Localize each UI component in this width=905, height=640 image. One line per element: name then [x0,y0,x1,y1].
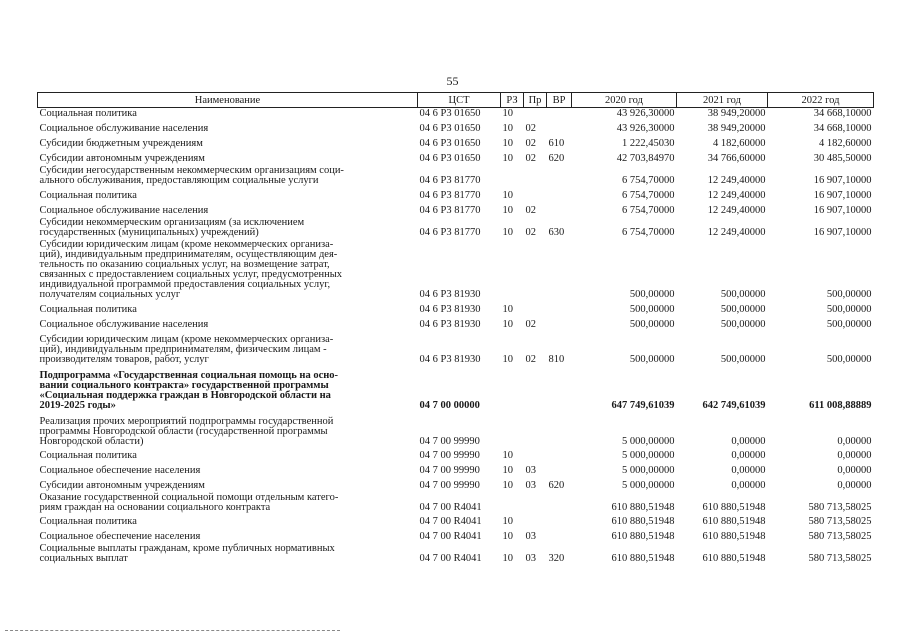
row-cst: 04 6 Р3 81930 [419,319,481,330]
table-row [38,164,874,186]
row-2020: 500,00000 [629,354,675,365]
table-row [38,186,874,201]
row-vr: 620 [548,480,565,491]
row-cst: 04 7 00 00000 [419,400,480,411]
row-cst: 04 6 Р3 01650 [419,123,481,134]
footer-rule [5,630,340,631]
row-pr: 02 [525,319,536,330]
row-2020: 42 703,84970 [616,153,675,164]
row-2020: 500,00000 [629,289,675,300]
row-2020: 5 000,00000 [622,480,675,491]
row-cst: 04 6 Р3 81930 [419,354,481,365]
row-2022: 34 668,10000 [813,123,872,134]
table-row [38,542,874,564]
row-vr: 810 [548,354,565,365]
row-2020: 1 222,45030 [622,138,675,149]
row-pr [524,186,547,201]
row-cst: 04 6 Р3 01650 [419,153,481,164]
col-header-vr: ВР [547,93,572,108]
row-cst: 04 7 00 99990 [419,480,480,491]
table-row [38,330,874,365]
row-rz: 10 [502,450,513,461]
row-vr [547,365,572,411]
row-rz: 10 [502,123,513,134]
row-name: Субсидии юридическим лицам (кроме некоммерческих организа- ций), индивидуальным предпринимателям, физическим лицам - производителям товаров, работ, услуг [39,334,334,365]
row-vr [547,411,572,447]
col-header-pr: Пр [524,93,547,108]
row-name: Субсидии бюджетным учреждениям [39,138,203,149]
row-pr [524,300,547,315]
row-rz [501,365,524,411]
row-pr [524,108,547,120]
row-2020: 5 000,00000 [622,436,675,447]
row-2022: 0,00000 [837,436,872,447]
row-vr [547,513,572,527]
row-2021: 642 749,61039 [702,400,766,411]
row-name: Субсидии некоммерческим организациям (за исключением государственных (муниципальных) учреждений) [39,217,305,238]
table-row [38,527,874,542]
row-2022: 580 713,58025 [808,553,872,564]
row-2020: 610 880,51948 [611,553,675,564]
row-cst: 04 6 Р3 81770 [419,205,481,216]
table-row [38,119,874,134]
row-pr: 03 [525,553,536,564]
row-2020: 43 926,30000 [616,108,675,119]
row-name: Социальная политика [39,190,137,201]
row-2022: 580 713,58025 [808,516,872,527]
row-2021: 500,00000 [720,304,766,315]
row-cst: 04 6 Р3 81770 [419,190,481,201]
row-rz: 10 [502,138,513,149]
row-2020: 6 754,70000 [622,190,675,201]
row-vr: 320 [548,553,565,564]
row-2022: 16 907,10000 [813,205,872,216]
row-vr: 610 [548,138,565,149]
page-number: 55 [446,74,459,88]
row-name: Социальное обслуживание населения [39,123,209,134]
row-cst: 04 7 00 99990 [419,450,480,461]
row-rz: 10 [502,480,513,491]
row-name: Социальное обеспечение населения [39,465,201,476]
row-rz: 10 [502,516,513,527]
row-rz: 10 [502,108,513,119]
row-rz [501,164,524,186]
table-row [38,238,874,300]
row-2021: 12 249,40000 [707,190,766,201]
row-2022: 500,00000 [826,319,872,330]
row-name: Социальное обслуживание населения [39,205,209,216]
row-cst: 04 6 Р3 01650 [419,138,481,149]
row-2021: 0,00000 [731,436,766,447]
row-2020: 43 926,30000 [616,123,675,134]
row-name: Оказание государственной социальной помощи отдельным катего- риям граждан на основании социального контракта [39,492,339,513]
row-2021: 500,00000 [720,289,766,300]
row-cst: 04 6 Р3 81770 [419,227,481,238]
row-name: Субсидии негосударственным некоммерческим организациям соци- ального обслуживания, предоставляющим социальные услуги [39,165,344,186]
row-vr: 630 [548,227,565,238]
row-rz: 10 [502,354,513,365]
row-2022: 0,00000 [837,465,872,476]
table-row [38,365,874,411]
row-2022: 34 668,10000 [813,108,872,119]
row-2021: 12 249,40000 [707,205,766,216]
row-cst: 04 7 00 99990 [419,465,480,476]
row-2022: 500,00000 [826,304,872,315]
row-cst: 04 7 00 R4041 [419,553,482,564]
row-cst: 04 6 Р3 81770 [419,175,481,186]
row-cst: 04 7 00 R4041 [419,502,482,513]
row-rz [501,491,524,513]
row-2020: 500,00000 [629,304,675,315]
row-pr: 02 [525,153,536,164]
row-vr: 620 [548,153,565,164]
row-vr [547,186,572,201]
row-rz: 10 [502,319,513,330]
row-2021: 0,00000 [731,450,766,461]
row-name: Социальная политика [39,304,137,315]
table-row [38,315,874,330]
budget-table [37,92,874,564]
row-vr [547,447,572,461]
row-2020: 500,00000 [629,319,675,330]
table-row [38,476,874,491]
row-pr [524,411,547,447]
table-row [38,201,874,216]
row-vr [547,108,572,120]
row-2020: 6 754,70000 [622,205,675,216]
row-2022: 580 713,58025 [808,502,872,513]
row-pr [524,238,547,300]
row-2021: 12 249,40000 [707,227,766,238]
row-2022: 500,00000 [826,354,872,365]
row-pr: 03 [525,480,536,491]
row-pr: 03 [525,465,536,476]
row-2022: 30 485,50000 [813,153,872,164]
row-pr: 02 [525,123,536,134]
row-2021: 0,00000 [731,465,766,476]
col-header-name: Наименование [38,93,418,108]
row-rz: 10 [502,153,513,164]
row-2022: 611 008,88889 [809,400,872,411]
row-vr [547,119,572,134]
table-row [38,108,874,120]
row-pr: 02 [525,138,536,149]
row-pr [524,164,547,186]
row-name: Социальные выплаты гражданам, кроме публичных нормативных социальных выплат [39,543,335,564]
table-row [38,411,874,447]
row-vr [547,315,572,330]
row-cst: 04 7 00 R4041 [419,516,482,527]
col-header-2022: 2022 год [768,93,874,108]
row-2021: 12 249,40000 [707,175,766,186]
row-vr [547,300,572,315]
row-2021: 38 949,20000 [707,123,766,134]
col-header-cst: ЦСТ [418,93,501,108]
col-header-2020: 2020 год [572,93,677,108]
row-pr: 03 [525,531,536,542]
table-row [38,461,874,476]
row-rz: 10 [502,205,513,216]
row-cst: 04 6 Р3 81930 [419,304,481,315]
table-row [38,149,874,164]
row-2022: 0,00000 [837,450,872,461]
row-2022: 0,00000 [837,480,872,491]
col-header-2021: 2021 год [677,93,768,108]
table-row [38,134,874,149]
row-rz: 10 [502,531,513,542]
row-name: Реализация прочих мероприятий подпрограммы государственной программы Новгородской области (государственной программы Новгородской области) [39,416,334,447]
row-pr [524,513,547,527]
row-2020: 647 749,61039 [611,400,675,411]
row-2021: 38 949,20000 [707,108,766,119]
row-pr [524,491,547,513]
row-2021: 610 880,51948 [702,502,766,513]
row-pr [524,365,547,411]
row-2020: 6 754,70000 [622,227,675,238]
row-vr [547,491,572,513]
row-rz: 10 [502,553,513,564]
table-body [38,108,874,565]
row-name: Социальная политика [39,108,137,119]
row-vr [547,164,572,186]
row-2022: 16 907,10000 [813,175,872,186]
row-2020: 610 880,51948 [611,502,675,513]
row-2022: 16 907,10000 [813,227,872,238]
row-2022: 580 713,58025 [808,531,872,542]
row-2021: 500,00000 [720,319,766,330]
table-row [38,513,874,527]
row-name: Субсидии автономным учреждениям [39,480,205,491]
table-row [38,491,874,513]
row-vr [547,461,572,476]
row-name: Подпрограмма «Государственная социальная помощь на осно- вании социального контракта» государственной программы «Социальная поддержка граждан в Новгородской области на 2019-2025 годы» [39,370,339,411]
row-vr [547,238,572,300]
row-2022: 500,00000 [826,289,872,300]
row-cst: 04 7 00 R4041 [419,531,482,542]
row-rz: 10 [502,190,513,201]
row-2021: 4 182,60000 [713,138,766,149]
row-rz: 10 [502,227,513,238]
row-2021: 610 880,51948 [702,531,766,542]
row-rz: 10 [502,304,513,315]
row-2020: 6 754,70000 [622,175,675,186]
row-cst: 04 6 Р3 81930 [419,289,481,300]
row-name: Субсидии автономным учреждениям [39,153,205,164]
row-name: Социальная политика [39,450,137,461]
row-cst: 04 6 Р3 01650 [419,108,481,119]
row-pr [524,447,547,461]
row-2021: 500,00000 [720,354,766,365]
table-row [38,216,874,238]
row-2020: 610 880,51948 [611,531,675,542]
row-rz [501,411,524,447]
row-vr [547,527,572,542]
row-rz [501,238,524,300]
row-2020: 610 880,51948 [611,516,675,527]
row-name: Социальное обеспечение населения [39,531,201,542]
row-2022: 4 182,60000 [819,138,872,149]
row-pr: 02 [525,227,536,238]
row-name: Субсидии юридическим лицам (кроме некоммерческих организа- ций), индивидуальным предпринимателям, осуществляющим дея- тельность по оказанию социальных услуг, на возмещение затрат, связанных с предоставлением социальных услуг, предусмотренных индивидуальной программой предоставления социальных услуг, получателям социальных услуг [39,239,343,300]
row-2022: 16 907,10000 [813,190,872,201]
table-header-row [38,93,874,108]
row-2020: 5 000,00000 [622,465,675,476]
row-name: Социальное обслуживание населения [39,319,209,330]
row-rz: 10 [502,465,513,476]
row-2021: 610 880,51948 [702,516,766,527]
col-header-rz: РЗ [501,93,524,108]
row-name: Социальная политика [39,516,137,527]
row-pr: 02 [525,354,536,365]
row-2021: 610 880,51948 [702,553,766,564]
table-row [38,300,874,315]
row-pr: 02 [525,205,536,216]
table-row [38,447,874,461]
row-2021: 34 766,60000 [707,153,766,164]
row-2020: 5 000,00000 [622,450,675,461]
row-cst: 04 7 00 99990 [419,436,480,447]
row-vr [547,201,572,216]
row-2021: 0,00000 [731,480,766,491]
